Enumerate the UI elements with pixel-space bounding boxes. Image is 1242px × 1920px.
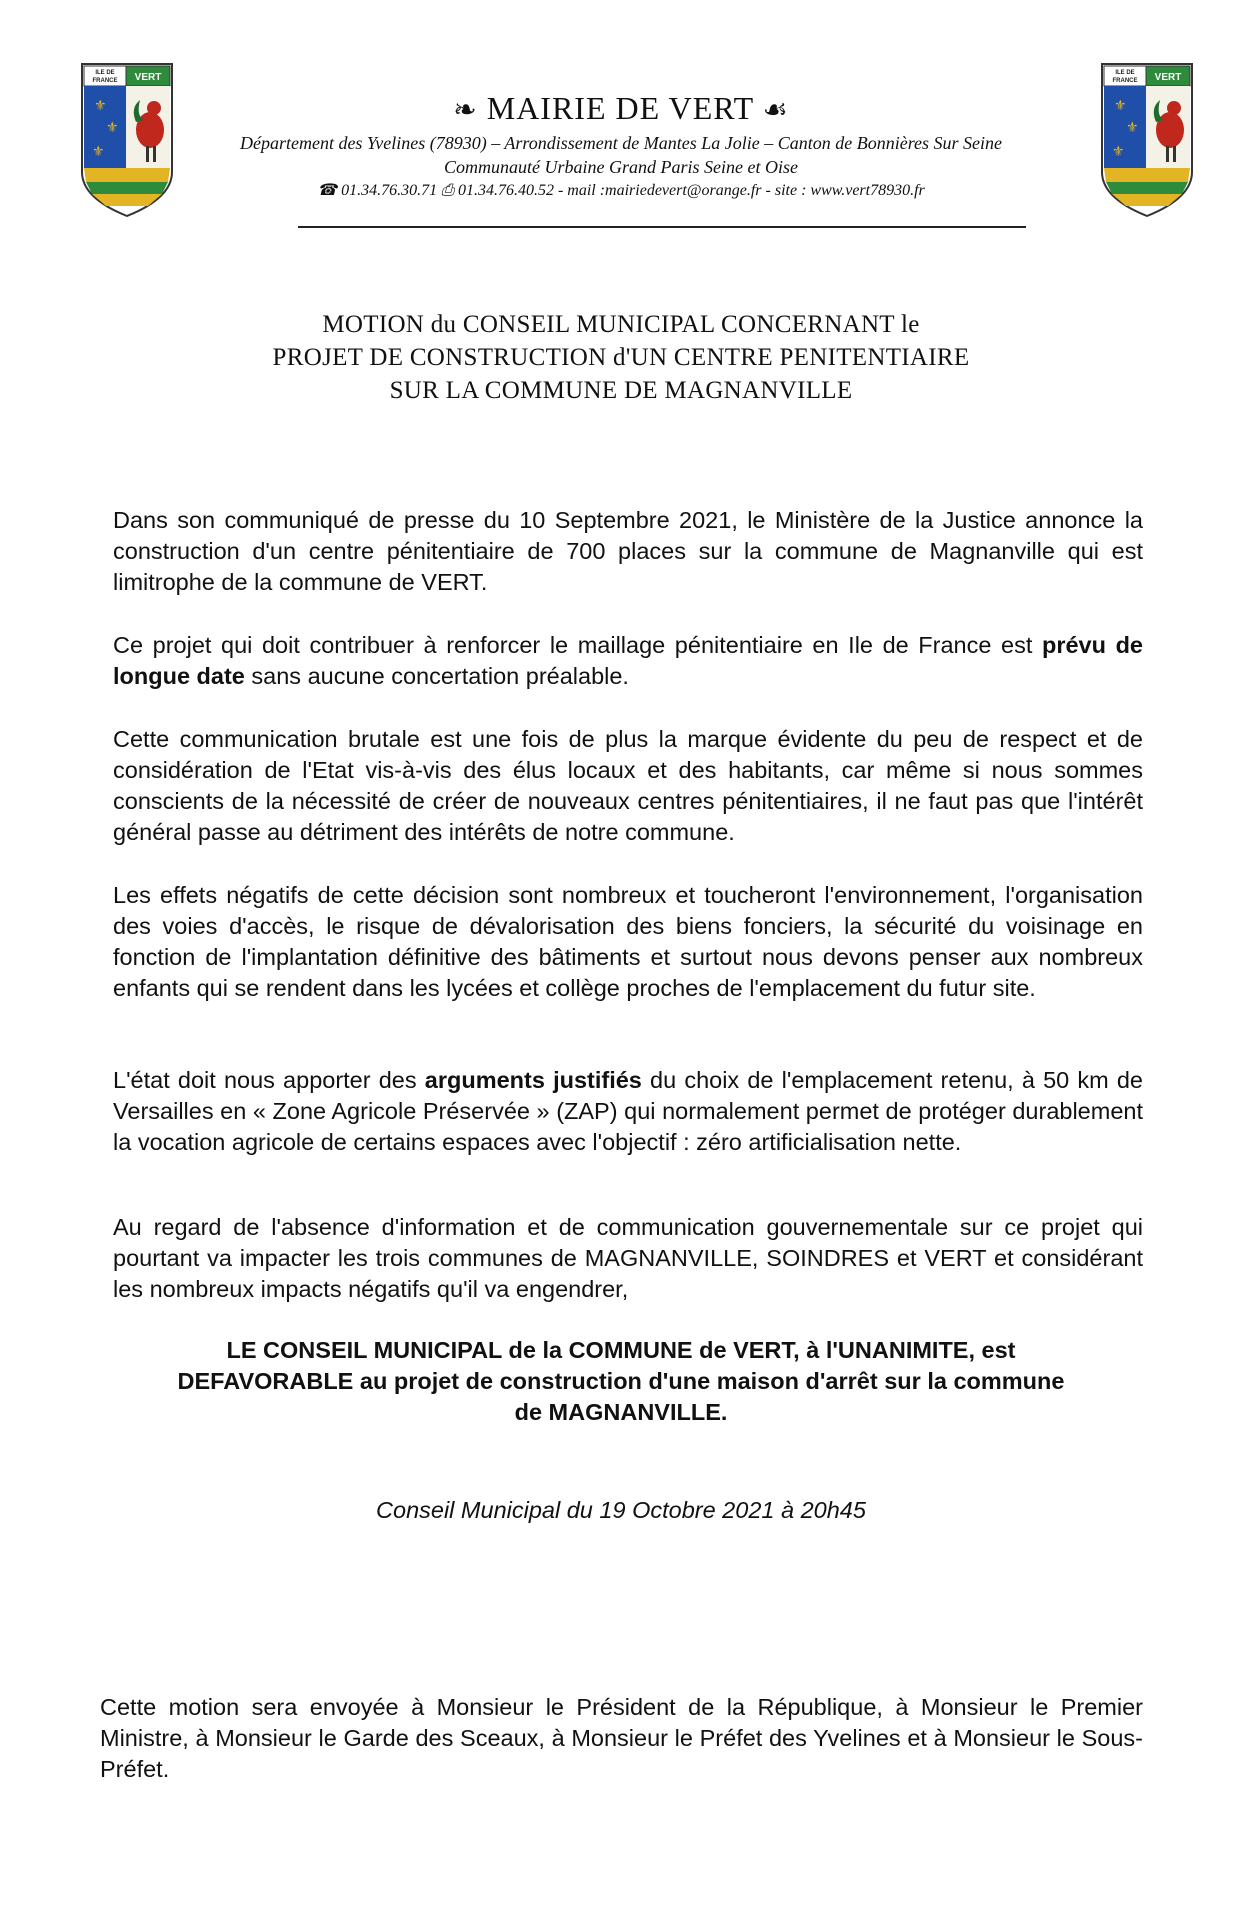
mairie-title-text: MAIRIE DE VERT — [486, 90, 754, 126]
paragraph-text: Dans son communiqué de presse du 10 Septembre 2021, le Ministère de la Justice annonce la construction d'un centre pénitentiaire de 700 places sur la commune de Magnanville qui est limitrophe de la commune de VERT. — [113, 507, 1143, 595]
ornament-left-icon: ❧ — [453, 95, 478, 126]
decision-line: de MAGNANVILLE. — [514, 1399, 728, 1425]
community-line: Communauté Urbaine Grand Paris Seine et Oise — [444, 157, 798, 177]
paragraph-text: Ce projet qui doit contribuer à renforcer le maillage pénitentiaire en Ile de France est prévu de longue date sans aucune concertation préalable. — [113, 632, 1143, 689]
paragraph-communication — [113, 724, 1143, 848]
svg-text:⚜: ⚜ — [1126, 119, 1139, 135]
emphasis-long-planned: prévu de longue date — [113, 632, 1143, 689]
svg-text:FRANCE: FRANCE — [92, 78, 118, 84]
mairie-title — [200, 88, 1042, 131]
paragraph-press-release — [113, 505, 1143, 598]
svg-text:ILE DE: ILE DE — [1115, 70, 1135, 76]
svg-text:VERT: VERT — [134, 72, 162, 83]
svg-text:⚜: ⚜ — [1112, 143, 1125, 159]
paragraph-text: Au regard de l'absence d'information et de communication gouvernementale sur ce projet qui pourtant va impacter les trois communes de MAGNANVILLE, SOINDRES et VERT et considérant les nombreux impacts négatifs qu'il va engendrer, — [113, 1214, 1143, 1302]
decision-line: DEFAVORABLE au projet de construction d'une maison d'arrêt sur la commune — [177, 1368, 1065, 1394]
contact-line: ☎ 01.34.76.30.71 ⎙ 01.34.76.40.52 - mail :mairiedevert@orange.fr - site : www.vert78930.fr — [317, 182, 925, 199]
ornament-right-icon: ☙ — [762, 95, 789, 126]
paragraph-arguments — [113, 1065, 1143, 1158]
crest-logo-left — [78, 60, 176, 220]
emphasis-justified-arguments: arguments justifiés — [424, 1067, 642, 1093]
fax-number: 01.34.76.40.52 — [457, 182, 554, 199]
coat-of-arms-icon — [1098, 60, 1196, 220]
council-decision — [100, 1335, 1142, 1428]
distribution-note: Cette motion sera envoyée à Monsieur le Président de la République, à Monsieur le Premier Ministre, à Monsieur le Garde des Sceaux, à Monsieur le Préfet des Yvelines et à Monsieur le Sous-Préfet. — [100, 1694, 1143, 1782]
department-line: Département des Yvelines (78930) – Arrondissement de Mantes La Jolie – Canton de Bonnières Sur Seine — [239, 133, 1003, 153]
paragraph-negative-effects — [113, 880, 1143, 1004]
coat-of-arms-icon — [78, 60, 176, 220]
council-date: Conseil Municipal du 19 Octobre 2021 à 20h45 — [376, 1497, 866, 1523]
svg-text:⚜: ⚜ — [94, 97, 107, 113]
fax-icon: ⎙ — [441, 182, 454, 199]
svg-text:FRANCE: FRANCE — [1112, 78, 1138, 84]
motion-title-line: MOTION du CONSEIL MUNICIPAL CONCERNANT le — [322, 311, 920, 338]
letterhead-divider — [298, 226, 1026, 228]
paragraph-text: Cette communication brutale est une fois de plus la marque évidente du peu de respect et de considération de l'Etat vis-à-vis des élus locaux et des habitants, car même si nous sommes conscients de la nécessité de créer de nouveaux centres pénitentiaires, il ne faut pas que l'intérêt général passe au détriment des intérêts de notre commune. — [113, 726, 1143, 845]
email-and-site: mail :mairiedevert@orange.fr - site : www.vert78930.fr — [567, 182, 925, 199]
svg-text:ILE DE: ILE DE — [95, 70, 115, 76]
phone-number: 01.34.76.30.71 — [341, 182, 438, 199]
svg-text:⚜: ⚜ — [106, 119, 119, 135]
paragraph-text: L'état doit nous apporter des arguments justifiés du choix de l'emplacement retenu, à 50 km de Versailles en « Zone Agricole Préservée » (ZAP) qui normalement permet de protéger durablement la vocation agricole de certains espaces avec l'objectif : zéro artificialisation nette. — [113, 1067, 1143, 1155]
svg-text:VERT: VERT — [1154, 72, 1182, 83]
paragraph-project — [113, 630, 1143, 692]
motion-title-line: PROJET DE CONSTRUCTION d'UN CENTRE PENITENTIAIRE — [272, 344, 970, 371]
crest-logo-right — [1098, 60, 1196, 220]
phone-icon: ☎ — [317, 182, 338, 199]
motion-title-line: SUR LA COMMUNE DE MAGNANVILLE — [389, 377, 853, 404]
paragraph-absence-information — [113, 1212, 1143, 1305]
decision-line: LE CONSEIL MUNICIPAL de la COMMUNE de VERT, à l'UNANIMITE, est — [226, 1337, 1016, 1363]
motion-title — [100, 308, 1142, 407]
svg-text:⚜: ⚜ — [1114, 97, 1127, 113]
letterhead — [200, 88, 1042, 203]
paragraph-text: Les effets négatifs de cette décision sont nombreux et toucheront l'environnement, l'organisation des voies d'accès, le risque de dévalorisation des biens fonciers, la sécurité du voisinage en fonction de l'implantation définitive des bâtiments et surtout nous devons penser aux nombreux enfants qui se rendent dans les lycées et collège proches de l'emplacement du futur site. — [113, 882, 1143, 1001]
svg-text:⚜: ⚜ — [92, 143, 105, 159]
